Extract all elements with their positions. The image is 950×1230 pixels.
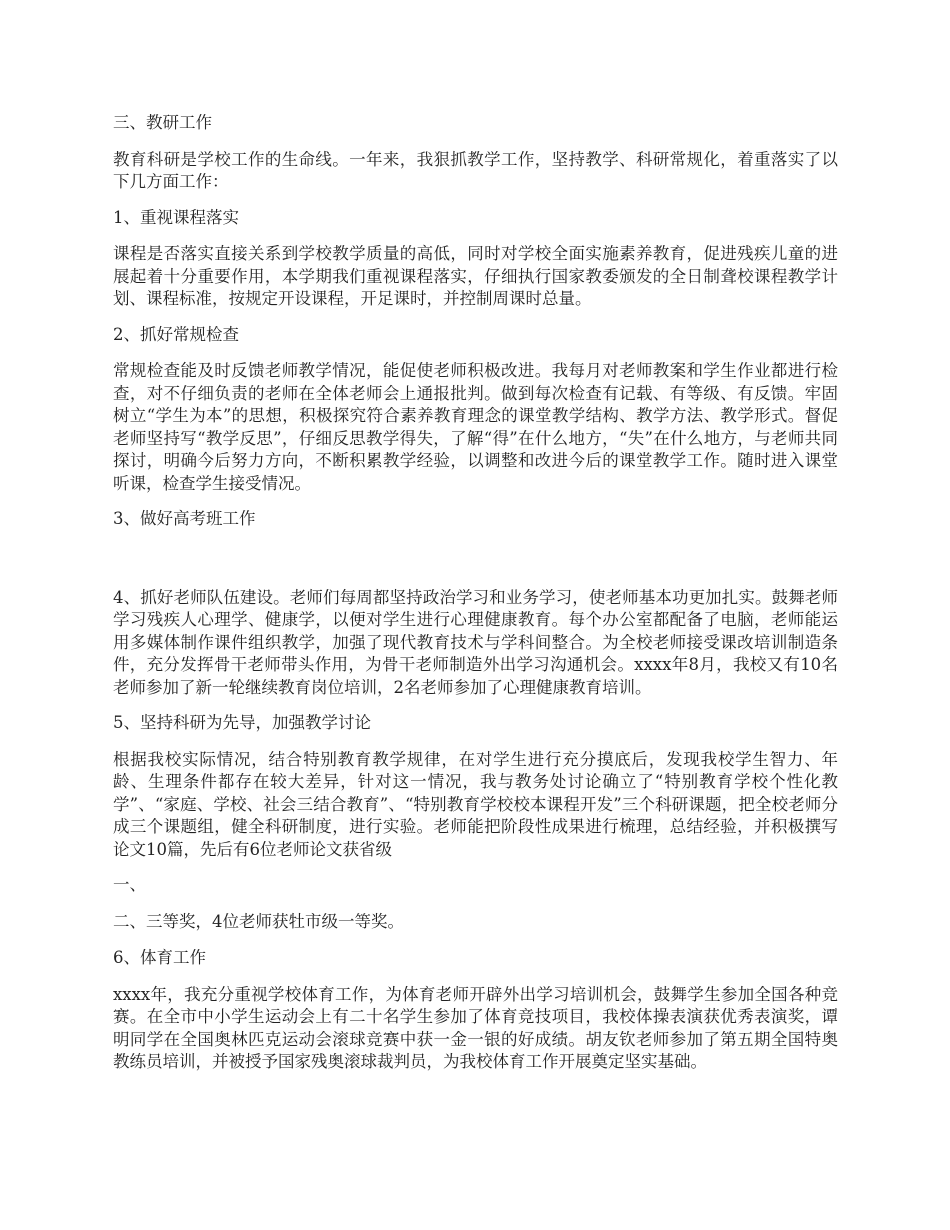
item4-paragraph: 4、抓好老师队伍建设。老师们每周都坚持政治学习和业务学习，使老师基本功更加扎实。鼓舞老师学习残疾人心理学、健康学，以便对学生进行心理健康教育。每个办公室都配备了电脑，老师能运用多媒体制作课件组织教学，加强了现代教育技术与学科间整合。为全校老师接受课改培训制造条件，充分发挥骨干老师带头作用，为骨干老师制造外出学习沟通机会。xxxx年8月，我校又有10名老师参加了新一轮继续教育岗位培训，2名老师参加了心理健康教育培训。 bbox=[113, 587, 838, 697]
fragment-2: 二、三等奖，4位老师获牡市级一等奖。 bbox=[113, 911, 404, 931]
item5-title: 5、坚持科研为先导，加强教学讨论 bbox=[113, 713, 371, 732]
fragment-1: 一、 bbox=[113, 875, 146, 894]
section-title: 三、教研工作 bbox=[113, 113, 212, 132]
item1-title: 1、重视课程落实 bbox=[113, 207, 239, 227]
document-page bbox=[113, 112, 838, 1087]
item6-title: 6、体育工作 bbox=[113, 948, 206, 967]
item6-paragraph: xxxx年，我充分重视学校体育工作，为体育老师开辟外出学习培训机会，鼓舞学生参加全国各种竞赛。在全市中小学生运动会上有二十名学生参加了体育竞技项目，我校体操表演获优秀表演奖，谭明同学在全国奥林匹克运动会滚球竞赛中获一金一银的好成绩。胡友钦老师参加了第五期全国特奥教练员培训，并被授予国家残奥滚球裁判员，为我校体育工作开展奠定坚实基础。 bbox=[113, 984, 838, 1071]
item1-paragraph: 课程是否落实直接关系到学校教学质量的高低，同时对学校全面实施素养教育，促进残疾儿童的进展起着十分重要作用，本学期我们重视课程落实，仔细执行国家教委颁发的全日制聋校课程教学计划、课程标准，按规定开设课程，开足课时，并控制周课时总量。 bbox=[113, 244, 838, 308]
item2-title: 2、抓好常规检查 bbox=[113, 324, 239, 344]
item2-paragraph: 常规检查能及时反馈老师教学情况，能促使老师积极改进。我每月对老师教案和学生作业都进行检查，对不仔细负责的老师在全体老师会上通报批判。做到每次检查有记载、有等级、有反馈。牢固树立“学生为本”的思想，积极探究符合素养教育理念的课堂教学结构、教学方法、教学形式。督促老师坚持写“教学反思”，仔细反思教学得失，了解“得”在什么地方，“失”在什么地方，与老师共同探讨，明确今后努力方向，不断积累教学经验，以调整和改进今后的课堂教学工作。随时进入课堂听课，检查学生接受情况。 bbox=[113, 361, 838, 493]
item5-paragraph: 根据我校实际情况，结合特别教育教学规律，在对学生进行充分摸底后，发现我校学生智力、年龄、生理条件都存在较大差异，针对这一情况，我与教务处讨论确立了“特别教育学校个性化教学”、“家庭、学校、社会三结合教育”、“特别教育学校校本课程开发”三个科研课题，把全校老师分成三个课题组，健全科研制度，进行实验。老师能把阶段性成果进行梳理，总结经验，并积极撰写论文10篇，先后有6位老师论文获省级 bbox=[113, 749, 838, 859]
intro-paragraph: 教育科研是学校工作的生命线。一年来，我狠抓教学工作，坚持教学、科研常规化，着重落实了以下几方面工作： bbox=[113, 149, 838, 191]
blank-gap bbox=[113, 545, 838, 587]
item3-title: 3、做好高考班工作 bbox=[113, 509, 256, 528]
